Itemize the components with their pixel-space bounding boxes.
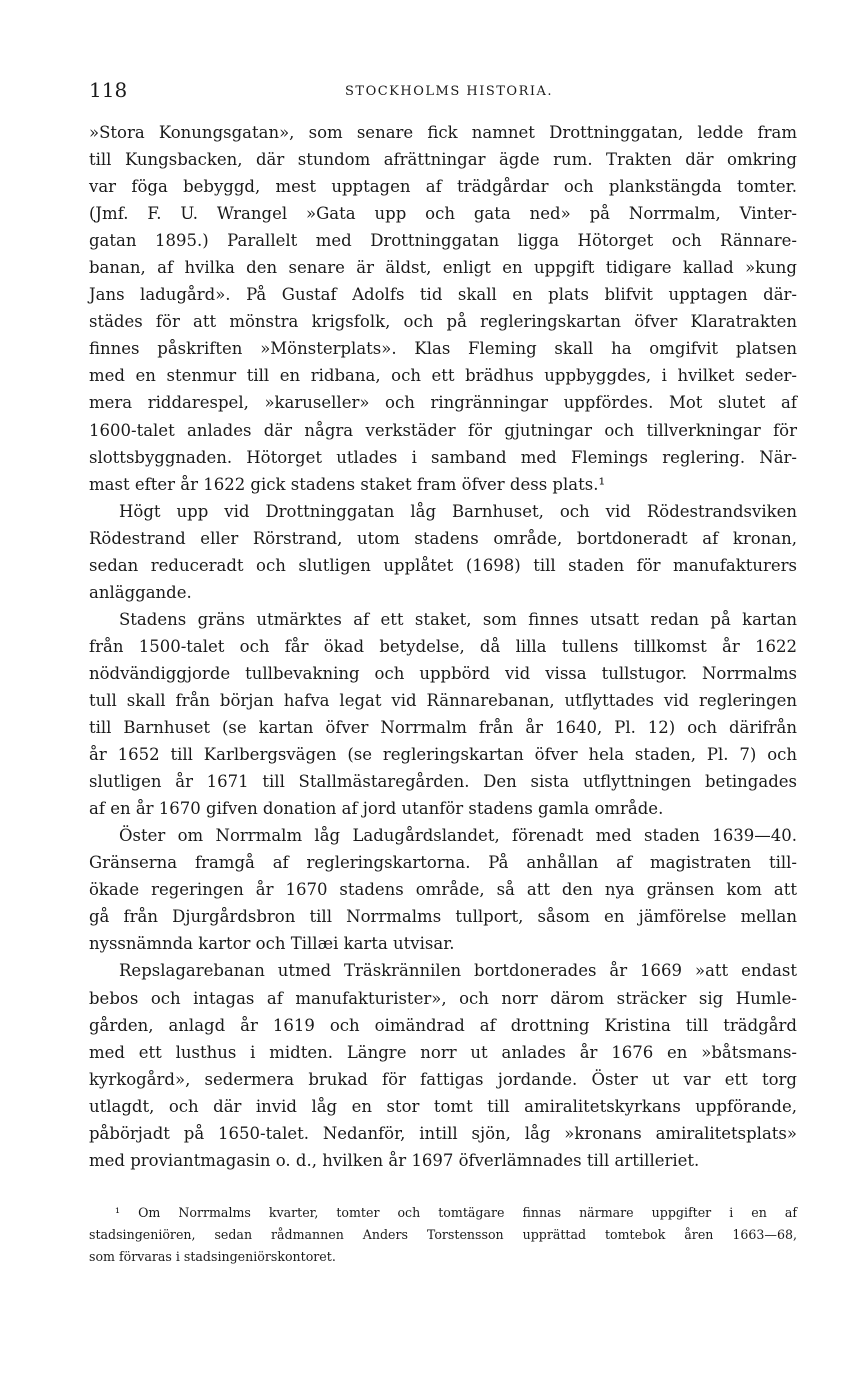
footnote-line: som förvaras i stadsingeniörskontoret. — [89, 1249, 336, 1264]
body-text — [89, 119, 797, 1174]
text-line: Rödestrand eller Rörstrand, utom stadens område, bortdoneradt af kronan, — [89, 528, 797, 548]
text-line: utlagdt, och där invid låg en stor tomt till amiralitetskyrkans uppförande, — [89, 1096, 797, 1116]
text-line: från 1500-talet och får ökad betydelse, då lilla tullens tillkomst år 1622 — [89, 636, 797, 656]
text-line: Öster om Norrmalm låg Ladugårdslandet, förenadt med staden 1639—40. — [119, 826, 797, 846]
text-line: Högt upp vid Drottninggatan låg Barnhuset, och vid Rödestrandsviken — [119, 501, 797, 521]
text-line: tull skall från början hafva legat vid Rännarebanan, utflyttades vid regleringen — [89, 690, 797, 710]
text-line: gatan 1895.) Parallelt med Drottninggatan ligga Hötorget och Rännare- — [89, 231, 797, 251]
footnote-line: stadsingeniören, sedan rådmannen Anders Torstensson upprättad tomtebok åren 1663—68, — [89, 1227, 797, 1242]
text-line: med ett lusthus i midten. Längre norr ut anlades år 1676 en »båtsmans- — [89, 1042, 797, 1062]
text-line: anläggande. — [89, 582, 192, 602]
text-line: kyrkogård», sedermera brukad för fattigas jordande. Öster ut var ett torg — [89, 1069, 797, 1089]
text-line: gården, anlagd år 1619 och oimändrad af drottning Kristina till trädgård — [89, 1015, 797, 1035]
text-line: sedan reduceradt och slutligen upplåtet (1698) till staden för manufakturers — [89, 555, 797, 575]
footnotes — [89, 1202, 797, 1268]
text-line: (Jmf. F. U. Wrangel »Gata upp och gata ned» på Norrmalm, Vinter- — [89, 204, 797, 224]
text-line: till Barnhuset (se kartan öfver Norrmalm från år 1640, Pl. 12) och därifrån — [89, 718, 797, 738]
text-line: Jans ladugård». På Gustaf Adolfs tid skall en plats blifvit upptagen där- — [89, 285, 797, 305]
text-line: mera riddarespel, »karuseller» och ringränningar uppfördes. Mot slutet af — [89, 393, 797, 413]
text-line: ökade regeringen år 1670 stadens område, så att den nya gränsen kom att — [89, 880, 797, 900]
text-line: med proviantmagasin o. d., hvilken år 1697 öfverlämnades till artilleriet. — [89, 1150, 700, 1170]
text-line: af en år 1670 gifven donation af jord utanför stadens gamla område. — [89, 799, 664, 819]
text-line: nödvändiggjorde tullbevakning och uppbörd vid vissa tullstugor. Norrmalms — [89, 663, 797, 683]
text-line: med en stenmur till en ridbana, och ett brädhus uppbyggdes, i hvilket seder- — [89, 366, 797, 386]
text-line: finnes påskriften »Mönsterplats». Klas Fleming skall ha omgifvit platsen — [89, 339, 797, 359]
text-line: Gränserna framgå af regleringskartorna. På anhållan af magistraten till- — [89, 853, 797, 873]
text-line: påbörjadt på 1650-talet. Nedanför, intill sjön, låg »kronans amiralitetsplats» — [89, 1123, 797, 1143]
text-line: slutligen år 1671 till Stallmästaregården. Den sista utflyttningen betingades — [89, 772, 797, 792]
text-line: Stadens gräns utmärktes af ett staket, som finnes utsatt redan på kartan — [119, 609, 797, 629]
text-line: gå från Djurgårdsbron till Norrmalms tullport, såsom en jämförelse mellan — [89, 907, 797, 927]
text-line: slottsbyggnaden. Hötorget utlades i samband med Flemings reglering. När- — [89, 447, 797, 467]
page-number: 118 — [89, 78, 128, 102]
text-line: mast efter år 1622 gick stadens staket fram öfver dess plats.¹ — [89, 474, 606, 494]
text-line: Repslagarebanan utmed Träskrännilen bortdonerades år 1669 »att endast — [119, 961, 797, 981]
text-line: var föga bebyggd, mest upptagen af trädgårdar och plankstängda tomter. — [89, 177, 797, 197]
text-line: till Kungsbacken, där stundom afrättningar ägde rum. Trakten där omkring — [89, 150, 797, 170]
text-line: år 1652 till Karlbergsvägen (se regleringskartan öfver hela staden, Pl. 7) och — [89, 745, 797, 765]
text-line: »Stora Konungsgatan», som senare fick namnet Drottninggatan, ledde fram — [89, 123, 797, 142]
text-line: städes för att mönstra krigsfolk, och på regleringskartan öfver Klaratrakten — [89, 312, 797, 332]
text-line: 1600-talet anlades där några verkstäder för gjutningar och tillverkningar för — [89, 420, 797, 440]
text-line: banan, af hvilka den senare är äldst, enligt en uppgift tidigare kallad »kung — [89, 258, 797, 278]
text-line: nyssnämnda kartor och Tillæi karta utvisar. — [89, 934, 455, 954]
text-line: bebos och intagas af manufakturister», och norr därom sträcker sig Humle- — [89, 988, 797, 1008]
footnote-line: ¹ Om Norrmalms kvarter, tomter och tomtägare finnas närmare uppgifter i en af — [115, 1205, 797, 1220]
running-title: STOCKHOLMS HISTORIA. — [345, 84, 554, 99]
